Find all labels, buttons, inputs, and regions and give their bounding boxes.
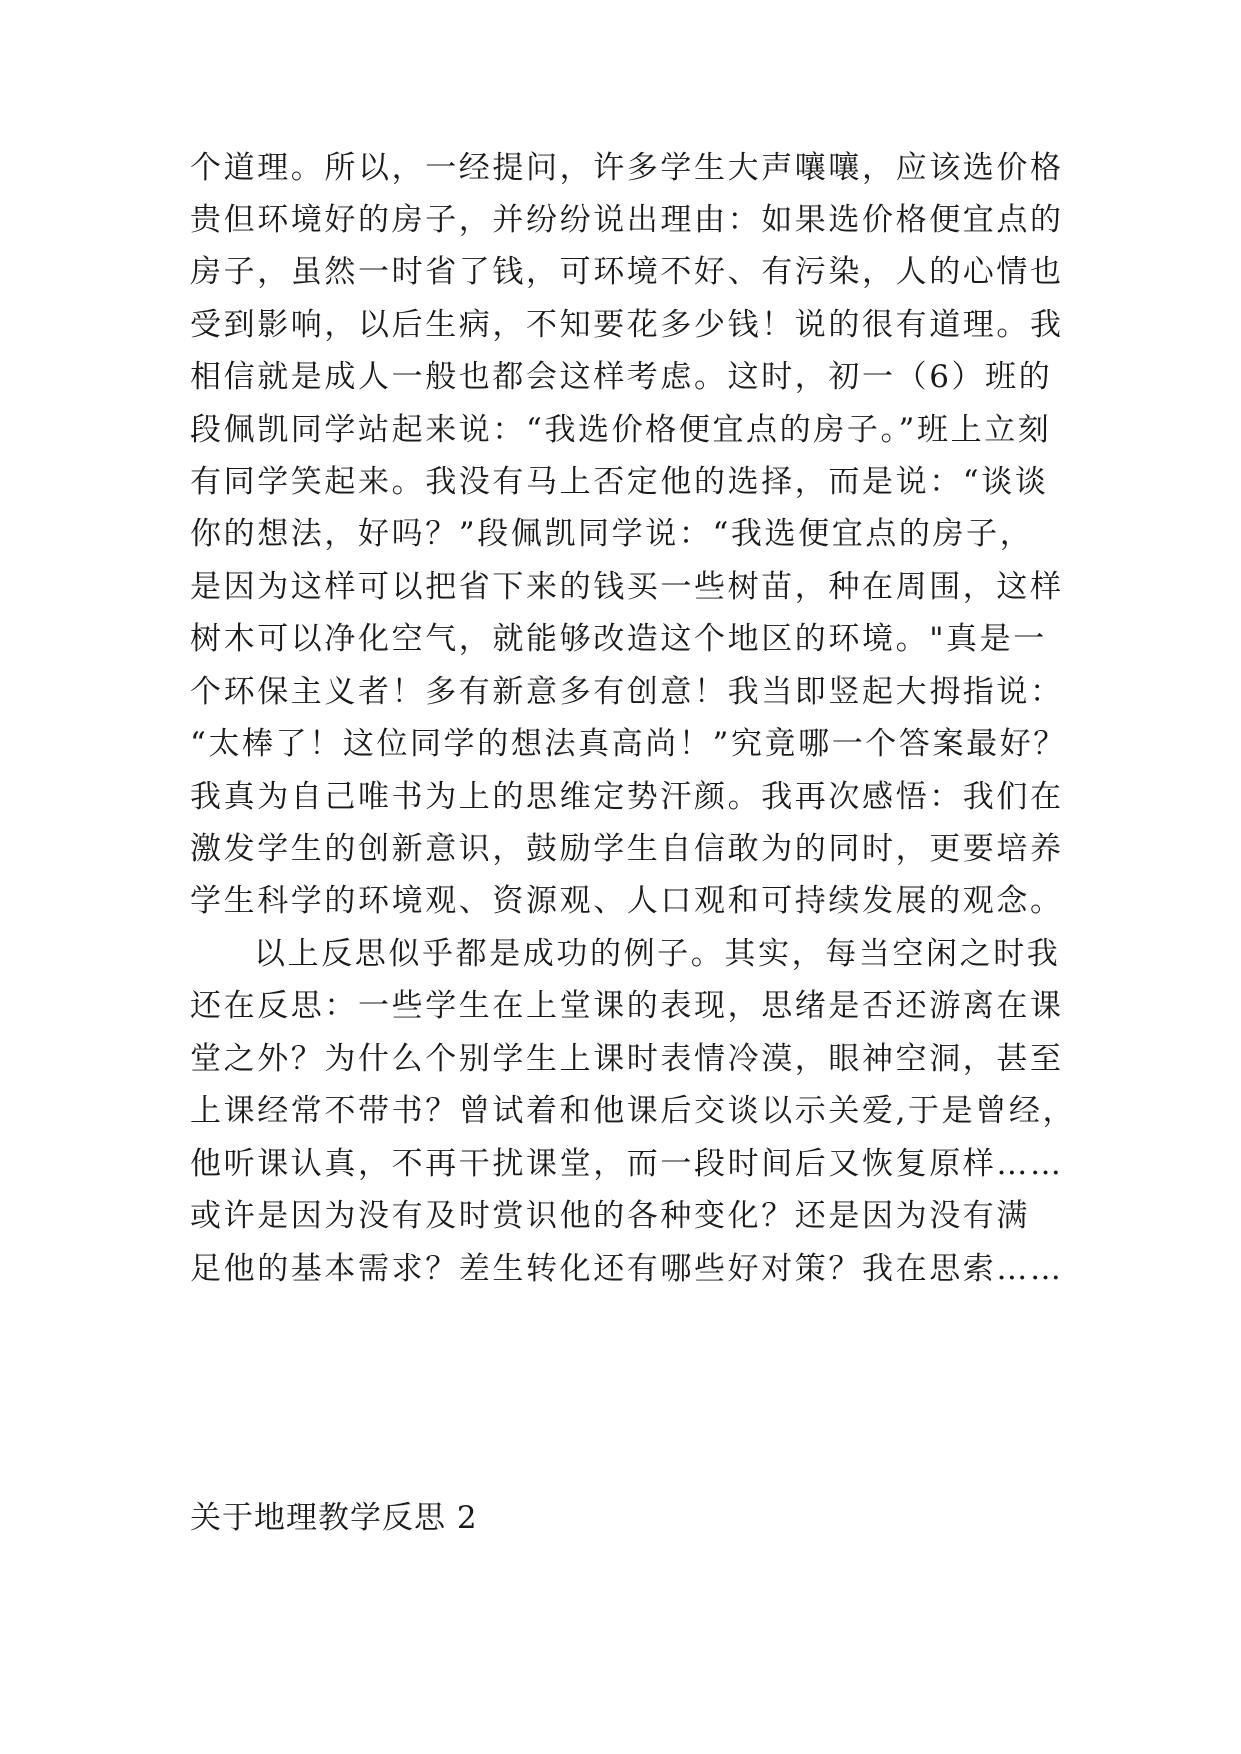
text-line: 个道理。所以，一经提问，许多学生大声嚷嚷，应该选价格 [190,150,1064,186]
text-line: 足他的基本需求？差生转化还有哪些好对策？我在思索…… [190,1251,1064,1287]
text-line: 以上反思似乎都是成功的例子。其实，每当空闲之时我 [254,936,1061,972]
text-line: 是因为这样可以把省下来的钱买一些树苗，种在周围，这样 [190,569,1064,605]
text-line: 房子，虽然一时省了钱，可环境不好、有污染，人的心情也 [190,254,1064,290]
text-line: 或许是因为没有及时赏识他的各种变化？还是因为没有满 [190,1198,1030,1234]
text-line: 他听课认真，不再干扰课堂，而一段时间后又恢复原样…… [190,1146,1064,1182]
text-line: 受到影响，以后生病，不知要花多少钱！说的很有道理。我 [190,307,1064,343]
text-line: 我真为自己唯书为上的思维定势汗颜。我再次感悟：我们在 [190,779,1064,815]
text-line: 贵但环境好的房子，并纷纷说出理由：如果选价格便宜点的 [190,202,1064,238]
text-line: 相信就是成人一般也都会这样考虑。这时，初一（6）班的 [190,359,1053,395]
text-line: 你的想法，好吗？”段佩凯同学说：“我选便宜点的房子， [190,516,1034,552]
text-line: 树木可以净化空气，就能够改造这个地区的环境。"真是一 [190,621,1047,657]
text-line: 有同学笑起来。我没有马上否定他的选择，而是说：“谈谈 [190,464,1049,500]
text-line: 学生科学的环境观、资源观、人口观和可持续发展的观念。 [190,883,1064,919]
text-line: 上课经常不带书？曾试着和他课后交谈以示关爱,于是曾经， [190,1093,1077,1129]
text-line: 段佩凯同学站起来说：“我选价格便宜点的房子。”班上立刻 [190,412,1052,448]
text-line: 个环保主义者！多有新意多有创意！我当即竖起大拇指说： [190,674,1064,710]
text-line: 激发学生的创新意识，鼓励学生自信敢为的同时，更要培养 [190,831,1064,867]
text-line: 还在反思：一些学生在上堂课的表现，思绪是否还游离在课 [190,988,1064,1024]
text-line: 堂之外？为什么个别学生上课时表情冷漠，眼神空洞，甚至 [190,1041,1064,1077]
text-line: “太棒了！这位同学的想法真高尚！”究竟哪一个答案最好？ [190,726,1067,762]
section-heading: 关于地理教学反思 2 [190,1500,478,1536]
